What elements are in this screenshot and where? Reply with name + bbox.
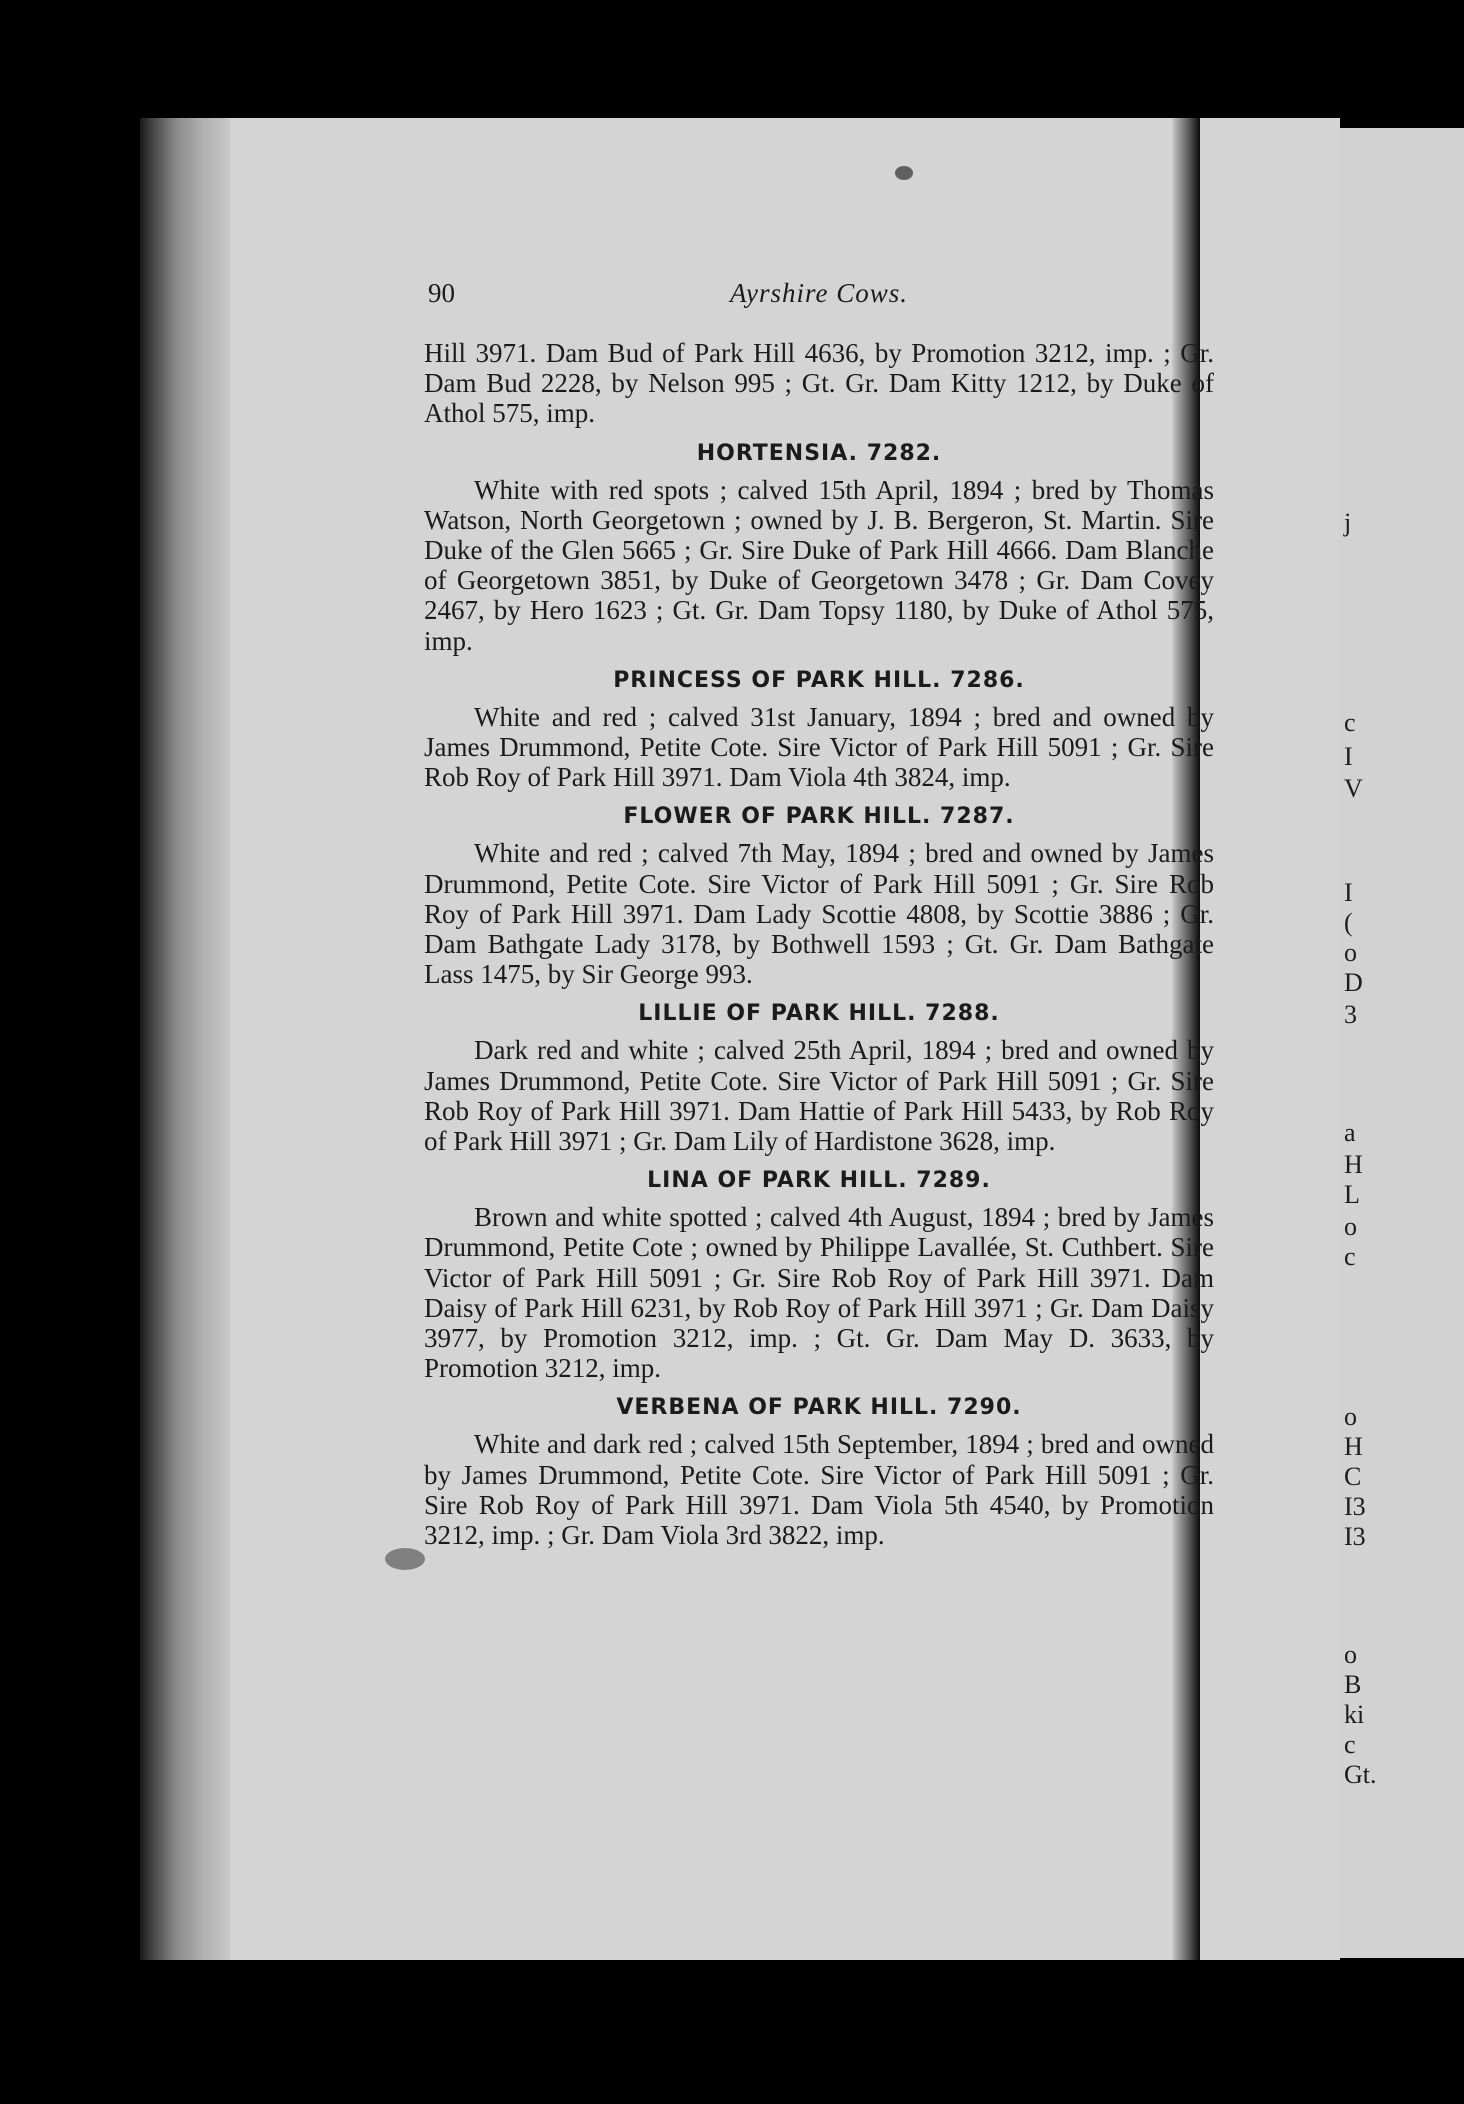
facing-page-fragment: B xyxy=(1344,1670,1362,1699)
facing-page-fragment: ( xyxy=(1344,908,1353,937)
facing-page-fragment: V xyxy=(1344,774,1363,803)
facing-page-fragment: o xyxy=(1344,938,1357,967)
herd-entry xyxy=(424,1393,1214,1550)
herd-entry xyxy=(424,666,1214,793)
page-number: 90 xyxy=(428,278,455,308)
facing-page-fragment: D xyxy=(1344,968,1363,997)
facing-page-fragment: Gt. xyxy=(1344,1760,1377,1789)
facing-page-fragment: H xyxy=(1344,1432,1363,1461)
entry-description: Brown and white spotted ; calved 4th August, 1894 ; bred by James Drummond, Petite Cote ; owned by Philippe Lavallée, St. Cuthbert. Sire Victor of Park Hill 5091 ; Gr. Sire Rob Roy of Park Hill 3971. Dam Daisy of Park Hill 6231, by Rob Roy of Park Hill 3971 ; Gr. Dam Daisy 3977, by Promotion 3212, imp. ; Gt. Gr. Dam May D. 3633, by Promotion 3212, imp. xyxy=(424,1202,1214,1384)
herd-entry xyxy=(424,439,1214,656)
facing-page-fragment: I xyxy=(1344,878,1353,907)
ink-smudge xyxy=(385,1548,425,1570)
herd-entry xyxy=(424,1166,1214,1383)
facing-page-fragment: I xyxy=(1344,742,1353,771)
page-header xyxy=(424,278,1214,338)
facing-page-fragment: C xyxy=(1344,1462,1362,1491)
facing-page-fragment: I3 xyxy=(1344,1522,1366,1551)
facing-page-fragment: c xyxy=(1344,708,1356,737)
entry-title: FLOWER OF PARK HILL. 7287. xyxy=(623,804,1015,830)
facing-page-fragment: c xyxy=(1344,1242,1356,1271)
page-content xyxy=(424,278,1214,1550)
continuation-paragraph: Hill 3971. Dam Bud of Park Hill 4636, by Promotion 3212, imp. ; Gr. Dam Bud 2228, by Nelson 995 ; Gt. Gr. Dam Kitty 1212, by Duke of Athol 575, imp. xyxy=(424,338,1214,429)
facing-page-fragment: ki xyxy=(1344,1700,1365,1729)
facing-page-fragment: H xyxy=(1344,1150,1363,1179)
book-spine xyxy=(140,118,230,1960)
running-head: Ayrshire Cows. xyxy=(729,278,909,308)
entry-description: White and dark red ; calved 15th September, 1894 ; bred and owned by James Drummond, Petite Cote. Sire Victor of Park Hill 5091 ; Gr. Sire Rob Roy of Park Hill 3971. Dam Viola 5th 4540, by Promotion 3212, imp. ; Gr. Dam Viola 3rd 3822, imp. xyxy=(424,1429,1214,1551)
entry-title: LINA OF PARK HILL. 7289. xyxy=(647,1168,991,1194)
facing-page-fragment: a xyxy=(1344,1118,1356,1147)
entry-title: LILLIE OF PARK HILL. 7288. xyxy=(638,1001,1000,1027)
facing-page-fragment: j xyxy=(1344,508,1352,537)
entry-description: White and red ; calved 31st January, 1894 ; bred and owned by James Drummond, Petite Cote. Sire Victor of Park Hill 5091 ; Gr. Sire Rob Roy of Park Hill 3971. Dam Viola 4th 3824, imp. xyxy=(424,701,1214,793)
facing-page-fragment: I3 xyxy=(1344,1492,1366,1521)
herd-entry xyxy=(424,999,1214,1156)
facing-page-fragment: o xyxy=(1344,1640,1357,1669)
facing-page-fragment: o xyxy=(1344,1402,1357,1431)
entry-title: HORTENSIA. 7282. xyxy=(696,440,942,466)
facing-page-fragment: L xyxy=(1344,1180,1360,1209)
entry-description: White and red ; calved 7th May, 1894 ; bred and owned by James Drummond, Petite Cote. Sire Victor of Park Hill 5091 ; Gr. Sire Rob Roy of Park Hill 3971. Dam Lady Scottie 4808, by Scottie 3886 ; Gr. Dam Bathgate Lady 3178, by Bothwell 1593 ; Gt. Gr. Dam Bathgate Lass 1475, by Sir George 993. xyxy=(424,838,1214,990)
facing-page-fragment: o xyxy=(1344,1212,1357,1241)
facing-page-fragment: c xyxy=(1344,1730,1356,1759)
facing-page-fragment: 3 xyxy=(1344,1000,1357,1029)
entry-description: Dark red and white ; calved 25th April, 1894 ; bred and owned by James Drummond, Petite Cote. Sire Victor of Park Hill 5091 ; Gr. Sire Rob Roy of Park Hill 3971. Dam Hattie of Park Hill 5433, by Rob Roy of Park Hill 3971 ; Gr. Dam Lily of Hardistone 3628, imp. xyxy=(424,1035,1214,1157)
entry-title: PRINCESS OF PARK HILL. 7286. xyxy=(613,667,1025,693)
facing-page-edge xyxy=(1338,128,1464,1958)
entry-title: VERBENA OF PARK HILL. 7290. xyxy=(616,1395,1022,1421)
herd-entry xyxy=(424,802,1214,989)
entry-description: White with red spots ; calved 15th April, 1894 ; bred by Thomas Watson, North Georgetown ; owned by J. B. Bergeron, St. Martin. Sire Duke of the Glen 5665 ; Gr. Sire Duke of Park Hill 4666. Dam Blanche of Georgetown 3851, by Duke of Georgetown 3478 ; Gr. Dam Covey 2467, by Hero 1623 ; Gt. Gr. Dam Topsy 1180, by Duke of Athol 575, imp. xyxy=(424,474,1214,656)
ink-smudge xyxy=(895,166,913,180)
